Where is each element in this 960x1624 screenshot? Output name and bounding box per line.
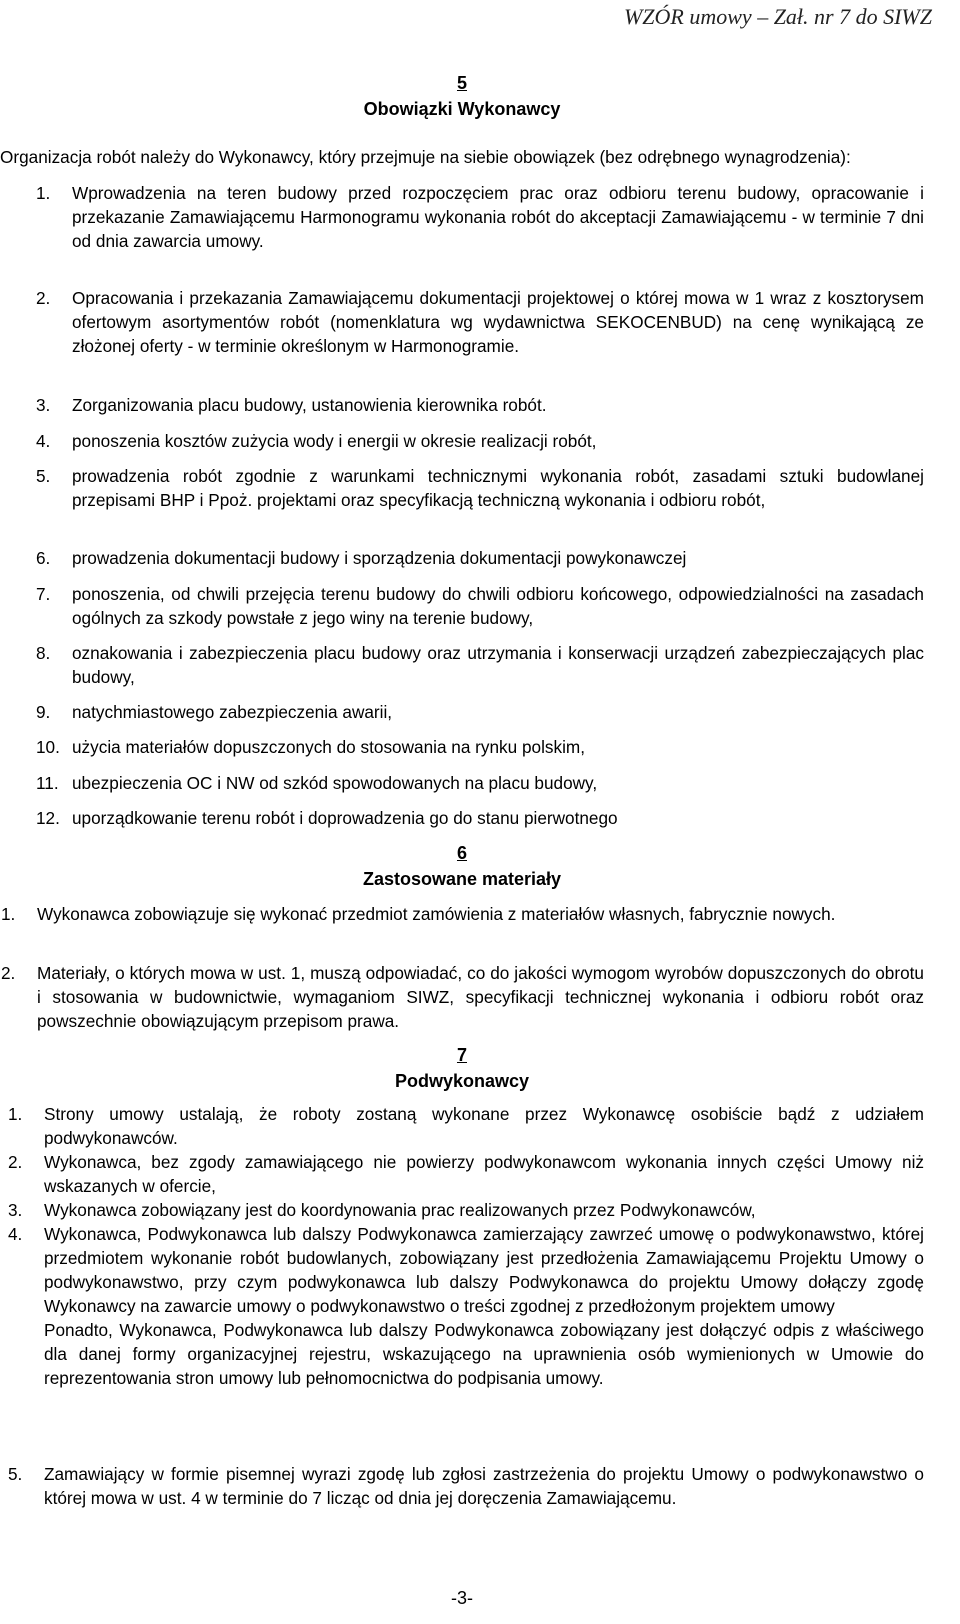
list-item: 1. Wykonawca zobowiązuje się wykonać przedmiot zamówienia z materiałów własnych, fabrycznie nowych. (1, 904, 836, 924)
section-number: 7 (456, 1045, 467, 1065)
section-5-heading (0, 70, 924, 122)
section-7-heading (0, 1042, 924, 1094)
list-item: 3. Wykonawca zobowiązany jest do koordynowania prac realizowanych przez Podwykonawców, (8, 1200, 756, 1220)
list-item: 3. Zorganizowania placu budowy, ustanowienia kierownika robót. (36, 395, 547, 415)
list-item-continuation: Ponadto, Wykonawca, Podwykonawca lub dalszy Podwykonawca zobowiązany jest dołączyć odpis z właściwego dla danej formy organizacyjnej rejestru, wskazującego na uprawnienia osób wymienionych w Umowie do reprezentowania stron umowy lub pełnomocnictwa do podpisania umowy. (44, 1320, 924, 1388)
list-item: 11. ubezpieczenia OC i NW od szkód spowodowanych na placu budowy, (36, 773, 598, 793)
page-header: WZÓR umowy – Zał. nr 7 do SIWZ (623, 4, 932, 29)
list-item: 2. Wykonawca, bez zgody zamawiającego nie powierzy podwykonawcom wykonania innych części Umowy niż wskazanych w ofercie, (8, 1152, 924, 1196)
list-item: 7. ponoszenia, od chwili przejęcia terenu budowy do chwili odbioru końcowego, odpowiedzialności na zasadach ogólnych za szkody powstałe z jego winy na terenie budowy, (36, 584, 924, 628)
list-item: 10. użycia materiałów dopuszczonych do stosowania na rynku polskim, (36, 737, 586, 757)
list-item: 8. oznakowania i zabezpieczenia placu budowy oraz utrzymania i konserwacji urządzeń zabezpieczających plac budowy, (36, 643, 924, 687)
list-item: 1. Wprowadzenia na teren budowy przed rozpoczęciem prac oraz odbioru terenu budowy, opracowanie i przekazanie Zamawiającemu Harmonogramu wykonania robót do akceptacji Zamawiającemu - w terminie 7 dni od dnia zawarcia umowy. (36, 183, 924, 251)
list-item: 4. ponoszenia kosztów zużycia wody i energii w okresie realizacji robót, (36, 431, 597, 451)
section-title: Zastosowane materiały (362, 869, 562, 889)
list-item: 4. Wykonawca, Podwykonawca lub dalszy Podwykonawca zamierzający zawrzeć umowę o podwykonawstwo, której przedmiotem wykonanie robót budowlanych, zobowiązany jest przedłożenia Zamawiającemu Projektu Umowy o podwykonawstwo, przy czym podwykonawca lub dalszy Podwykonawca do projektu Umowy dołączy zgodę Wykonawcy na zawarcie umowy o podwykonawstwo o treści zgodnej z przedłożonym projektem umowy Ponadto, Wykonawca, Podwykonawca lub dalszy Podwykonawca zobowiązany jest dołączyć odpis z właściwego dla danej formy organizacyjnej rejestru, wskazującego na uprawnienia osób wymienionych w Umowie do reprezentowania stron umowy lub pełnomocnictwa do podpisania umowy. (8, 1224, 924, 1388)
section-number: 6 (456, 843, 467, 863)
section-number: 5 (456, 73, 467, 93)
section-title: Podwykonawcy (394, 1071, 530, 1091)
page-number: -3- (451, 1588, 473, 1608)
list-item: 6. prowadzenia dokumentacji budowy i sporządzenia dokumentacji powykonawczej (36, 548, 687, 568)
section-6-heading (0, 840, 924, 892)
list-item: 12. uporządkowanie terenu robót i doprowadzenia go do stanu pierwotnego (36, 808, 618, 828)
list-item: 1. Strony umowy ustalają, że roboty zostaną wykonane przez Wykonawcę osobiście bądź z udziałem podwykonawców. (8, 1104, 924, 1148)
list-item: 5. prowadzenia robót zgodnie z warunkami technicznymi wykonania robót, zasadami sztuki budowlanej przepisami BHP i Ppoż. projektami oraz specyfikacją techniczną wykonania i odbioru robót, (36, 466, 924, 510)
list-item: 9. natychmiastowego zabezpieczenia awarii, (36, 702, 393, 722)
section-5-intro: Organizacja robót należy do Wykonawcy, który przejmuje na siebie obowiązek (bez odrębnego wynagrodzenia): (0, 147, 851, 167)
section-title: Obowiązki Wykonawcy (363, 99, 561, 119)
list-item: 5. Zamawiający w formie pisemnej wyrazi zgodę lub zgłosi zastrzeżenia do projektu Umowy o podwykonawstwo o której mowa w ust. 4 w terminie do 7 licząc od dnia jej doręczenia Zamawiającemu. (8, 1464, 924, 1508)
list-item: 2. Opracowania i przekazania Zamawiającemu dokumentacji projektowej o której mowa w 1 wraz z kosztorysem ofertowym asortymentów robót (nomenklatura wg wydawnictwa SEKOCENBUD) na cenę wynikającą ze złożonej oferty - w terminie określonym w Harmonogramie. (36, 288, 924, 356)
list-item: 2. Materiały, o których mowa w ust. 1, muszą odpowiadać, co do jakości wymogom wyrobów dopuszczonych do obrotu i stosowania w budownictwie, wymaganiom SIWZ, specyfikacji technicznej wykonania i odbioru robót oraz powszechnie obowiązującym przepisom prawa. (1, 963, 924, 1031)
